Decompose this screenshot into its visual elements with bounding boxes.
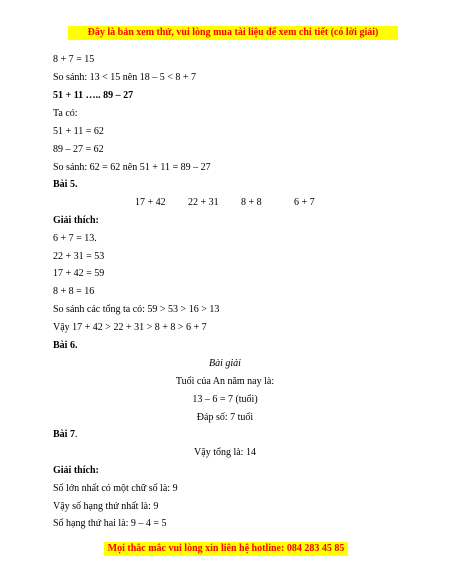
section-heading-bai5: Bài 5. xyxy=(53,179,78,190)
explanation-heading: Giải thích: xyxy=(53,465,99,476)
header-banner: Đây là bản xem thử, vui lòng mua tài liệu để xem chi tiết (có lời giải) xyxy=(68,26,398,40)
bai5-sum: 8 + 8 xyxy=(241,197,262,208)
text-line: Vậy số hạng thứ nhất là: 9 xyxy=(53,501,159,512)
bai6-line: 13 – 6 = 7 (tuổi) xyxy=(192,394,258,405)
text-line: Số hạng thứ hai là: 9 – 4 = 5 xyxy=(53,518,167,529)
text-line: So sánh: 62 = 62 nên 51 + 11 = 89 – 27 xyxy=(53,162,211,173)
section-heading-bai7 xyxy=(53,428,77,441)
text-line: So sánh: 13 < 15 nên 18 – 5 < 8 + 7 xyxy=(53,72,197,83)
bai5-sum: 6 + 7 xyxy=(294,197,315,208)
explanation-heading: Giải thích: xyxy=(53,215,99,226)
text-line: 8 + 8 = 16 xyxy=(53,286,95,297)
bai6-line: Tuổi của An năm nay là: xyxy=(175,376,275,387)
problem-line: 51 + 11 ….. 89 – 27 xyxy=(53,90,134,101)
text-line: 8 + 7 = 15 xyxy=(53,54,95,65)
text-line: Số lớn nhất có một chữ số là: 9 xyxy=(53,483,178,494)
text-line: Vậy 17 + 42 > 22 + 31 > 8 + 8 > 6 + 7 xyxy=(53,322,207,333)
text-line: 51 + 11 = 62 xyxy=(53,126,104,137)
bai7-result: Vậy tổng là: 14 xyxy=(194,447,256,458)
text-line: 89 – 27 = 62 xyxy=(53,144,104,155)
text-line: 22 + 31 = 53 xyxy=(53,251,105,262)
bai7-label: Bài 7 xyxy=(53,429,75,440)
bai5-sum: 17 + 42 xyxy=(135,197,166,208)
text-line: So sánh các tổng ta có: 59 > 53 > 16 > 13 xyxy=(53,304,220,315)
text-line: 6 + 7 = 13. xyxy=(53,233,97,244)
section-heading-bai6: Bài 6. xyxy=(53,340,78,351)
bai5-sum: 22 + 31 xyxy=(188,197,219,208)
bai6-answer: Đáp số: 7 tuổi xyxy=(196,412,254,423)
text-line: 17 + 42 = 59 xyxy=(53,268,105,279)
bai6-solution-heading: Bài giải xyxy=(209,358,241,369)
footer-banner: Mọi thắc mắc vui lòng xin liên hệ hotline: 084 283 45 85 xyxy=(104,542,348,556)
bai7-period: . xyxy=(74,429,78,440)
text-line: Ta có: xyxy=(53,108,78,119)
